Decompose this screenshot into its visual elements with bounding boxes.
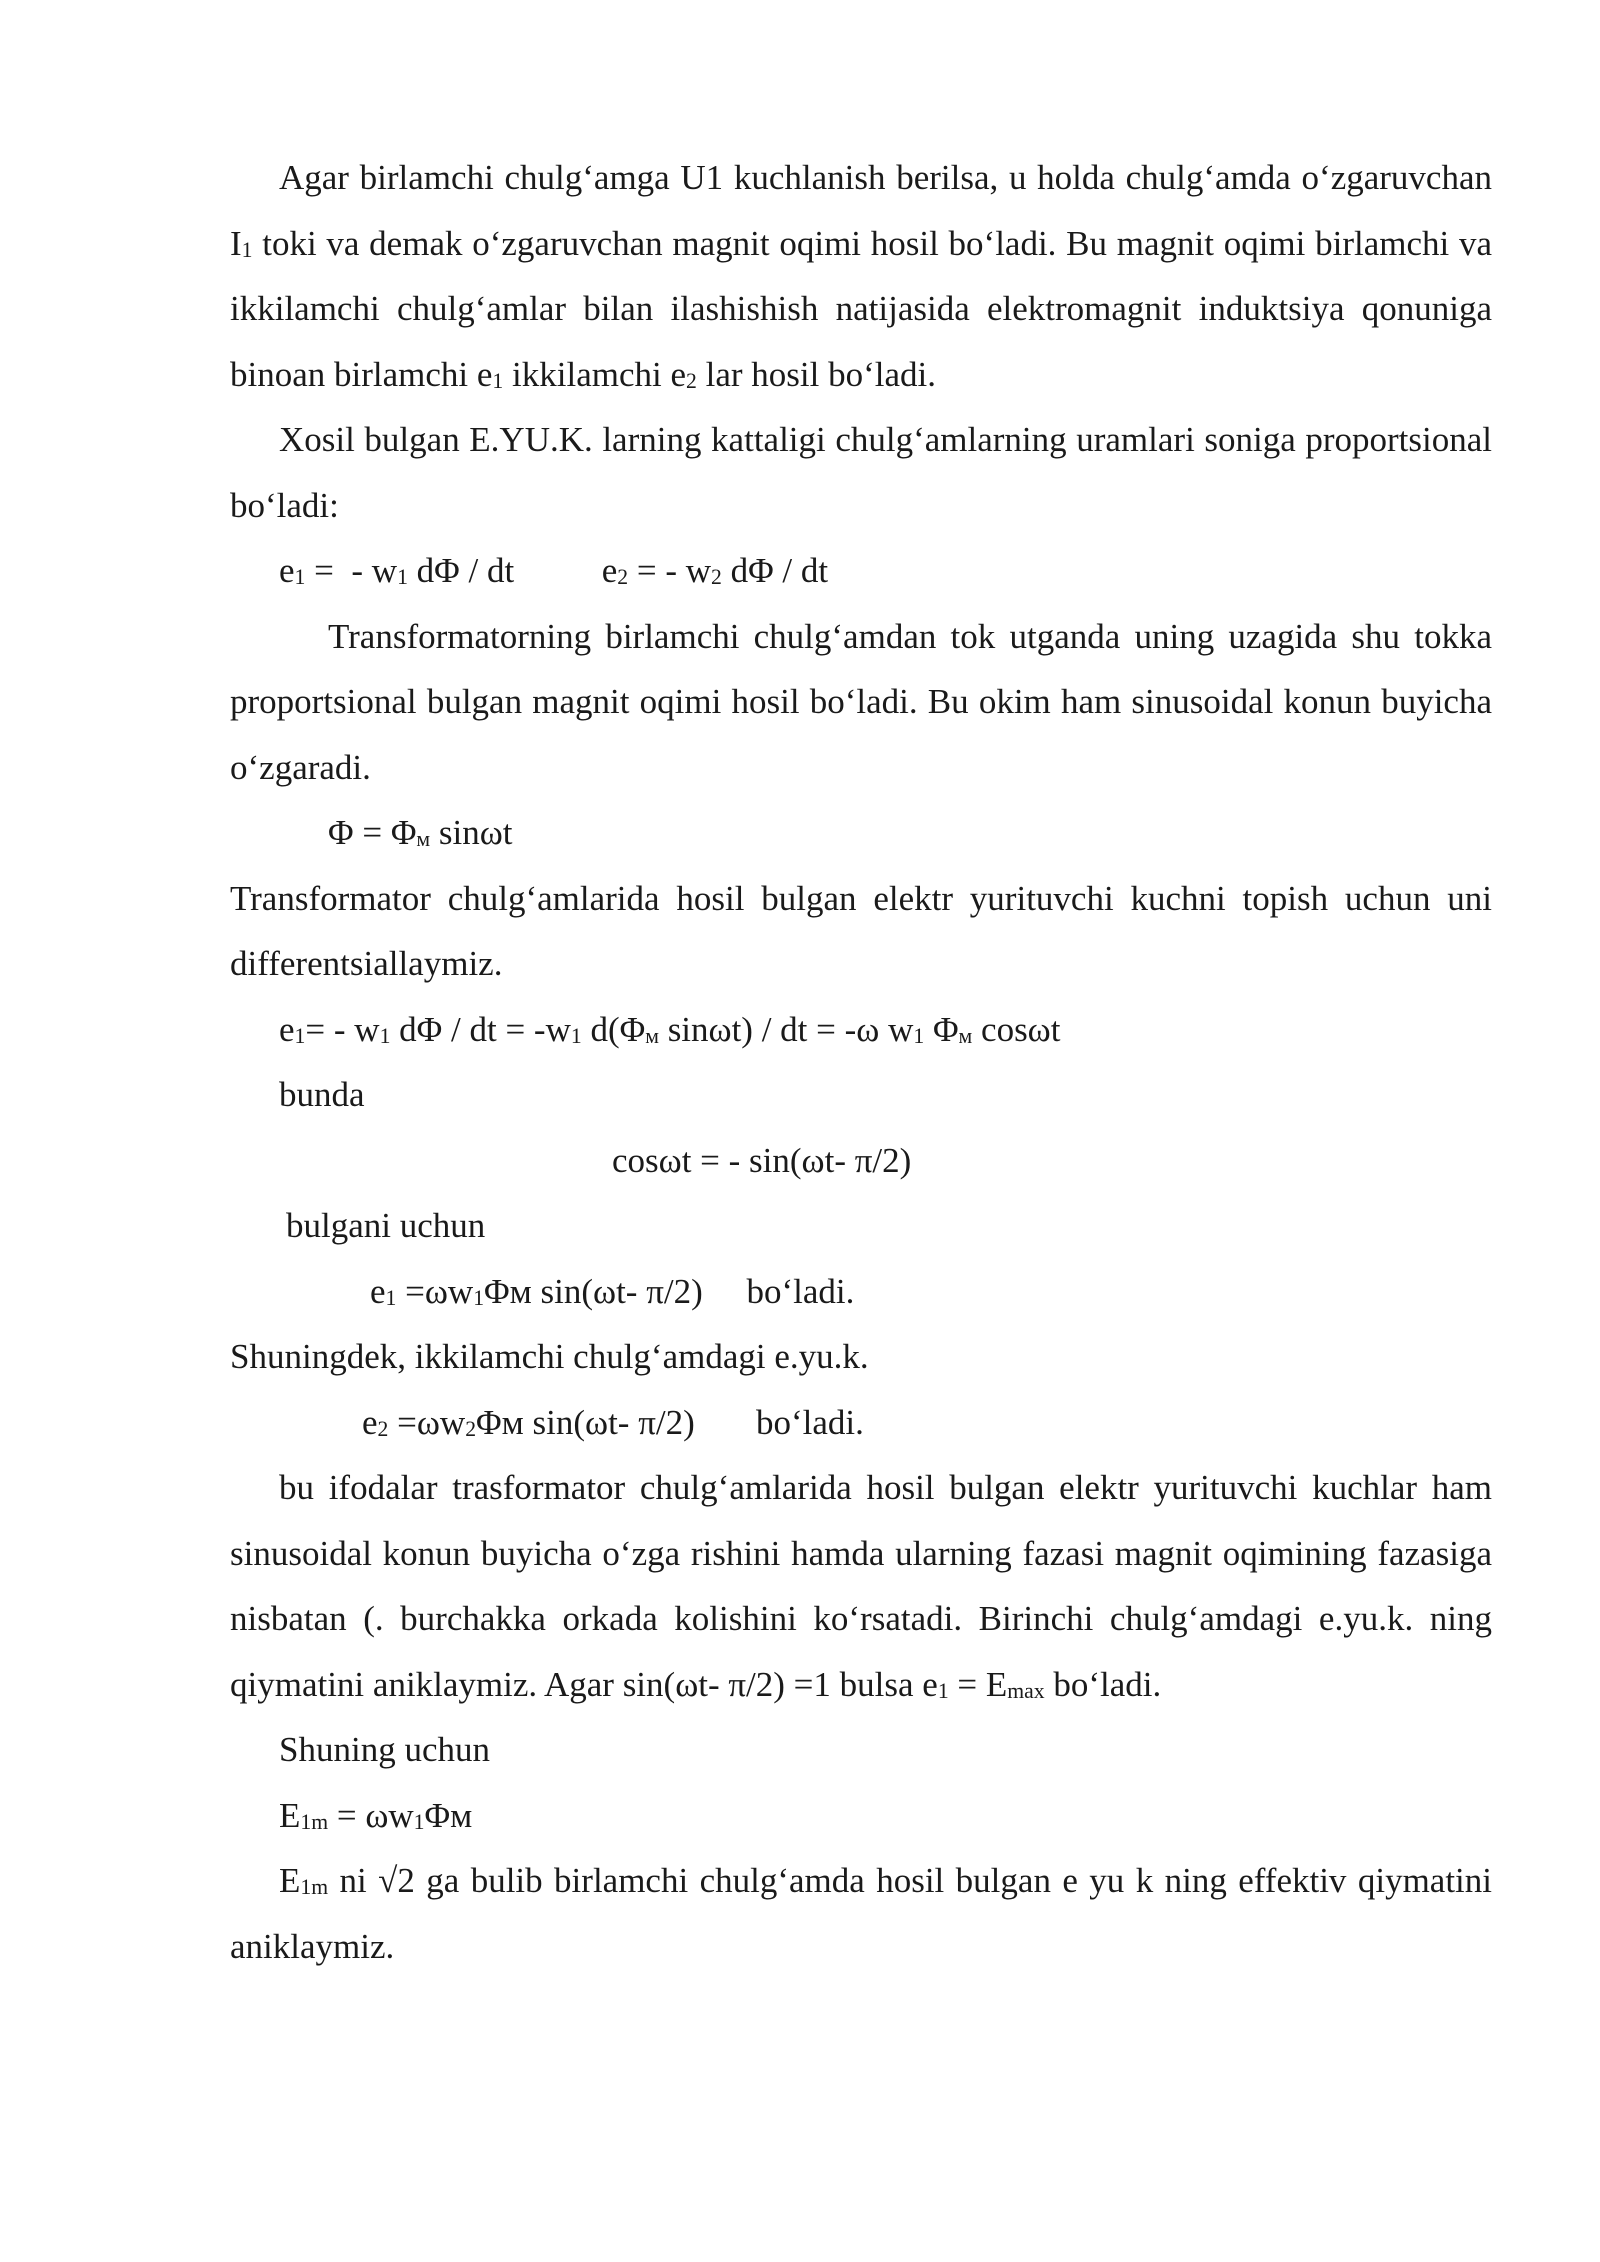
equation-derivative: $e_1= - w_1$ dΦ / dt = $-w_1$ $d(\Phi_м$ sinωt) / dt = -ω $w_1$ $\Phi_м$ cosωt xyxy=(279,1009,1061,1049)
document-page xyxy=(230,145,1492,1979)
equation-e1m: $E_{1m} = \omega w_1\Phi м$ xyxy=(279,1795,473,1835)
equation-emf: $e_1$ = - $w_1$ dΦ / dt $e_2$ = - $w_2$ dΦ / dt xyxy=(279,551,829,590)
paragraph-6: bu ifodalar trasformator chulg‘amlarida hosil bulgan elektr yurituvchi kuchlar ham sinusoidal konun buyicha o‘zga rishini hamda ularning fazasi magnit oqimining fazasiga nisbatan (. burchakka orkada kolishini ko‘rsatadi. Birinchi chulg‘amdagi e.yu.k. ning qiymatini aniklaymiz. Agar sin(ωt- π/2) =1 bulsa $e_1 = E_{max}$ bo‘ladi. xyxy=(230,1468,1492,1704)
equation-e1: $e_1 =\omega w_1\Phi м$ sin(ωt- π/2) bo‘ladi. xyxy=(370,1271,855,1311)
paragraph-2: Xosil bulgan E.YU.K. larning kattaligi chulg‘amlarning uramlari soniga proportsional bo‘ladi: xyxy=(230,420,1492,525)
paragraph-3: Transformatorning birlamchi chulg‘amdan tok utganda uning uzagida shu tokka proportsional bulgan magnit oqimi hosil bo‘ladi. Bu okim ham sinusoidal konun buyicha o‘zgaradi. xyxy=(230,616,1492,787)
paragraph-5: Shuningdek, ikkilamchi chulg‘amdagi e.yu.k. xyxy=(230,1337,869,1376)
text-bulgani-uchun: bulgani uchun xyxy=(286,1206,486,1245)
text-shuning-uchun: Shuning uchun xyxy=(279,1730,490,1769)
equation-cos: cosωt = - sin(ωt- π/2) xyxy=(612,1140,912,1180)
text-bunda: bunda xyxy=(279,1075,365,1114)
paragraph-1: Agar birlamchi chulg‘amga U1 kuchlanish berilsa, u holda chulg‘amda o‘zgaruvchan $I_1$ toki va demak o‘zgaruvchan magnit oqimi hosil bo‘ladi. Bu magnit oqimi birlamchi va ikkilamchi chulg‘amlar bilan ilashishish natijasida elektromagnit induktsiya qonuniga binoan birlamchi $e_1$ ikkilamchi $e_2$ lar hosil bo‘ladi. xyxy=(230,158,1492,394)
paragraph-4: Transformator chulg‘amlarida hosil bulgan elektr yurituvchi kuchni topish uchun uni differentsiallaymiz. xyxy=(230,878,1492,983)
equation-flux: $\Phi = \Phi_м$ sinωt xyxy=(328,813,513,852)
equation-e2: $e_2 =\omega w_2\Phi м$ sin(ωt- π/2) bo‘ladi. xyxy=(362,1402,864,1442)
paragraph-7: $E_{1m}$ ni √2 ga bulib birlamchi chulg‘amda hosil bulgan e yu k ning effektiv qiymatini aniklaymiz. xyxy=(230,1861,1492,1966)
